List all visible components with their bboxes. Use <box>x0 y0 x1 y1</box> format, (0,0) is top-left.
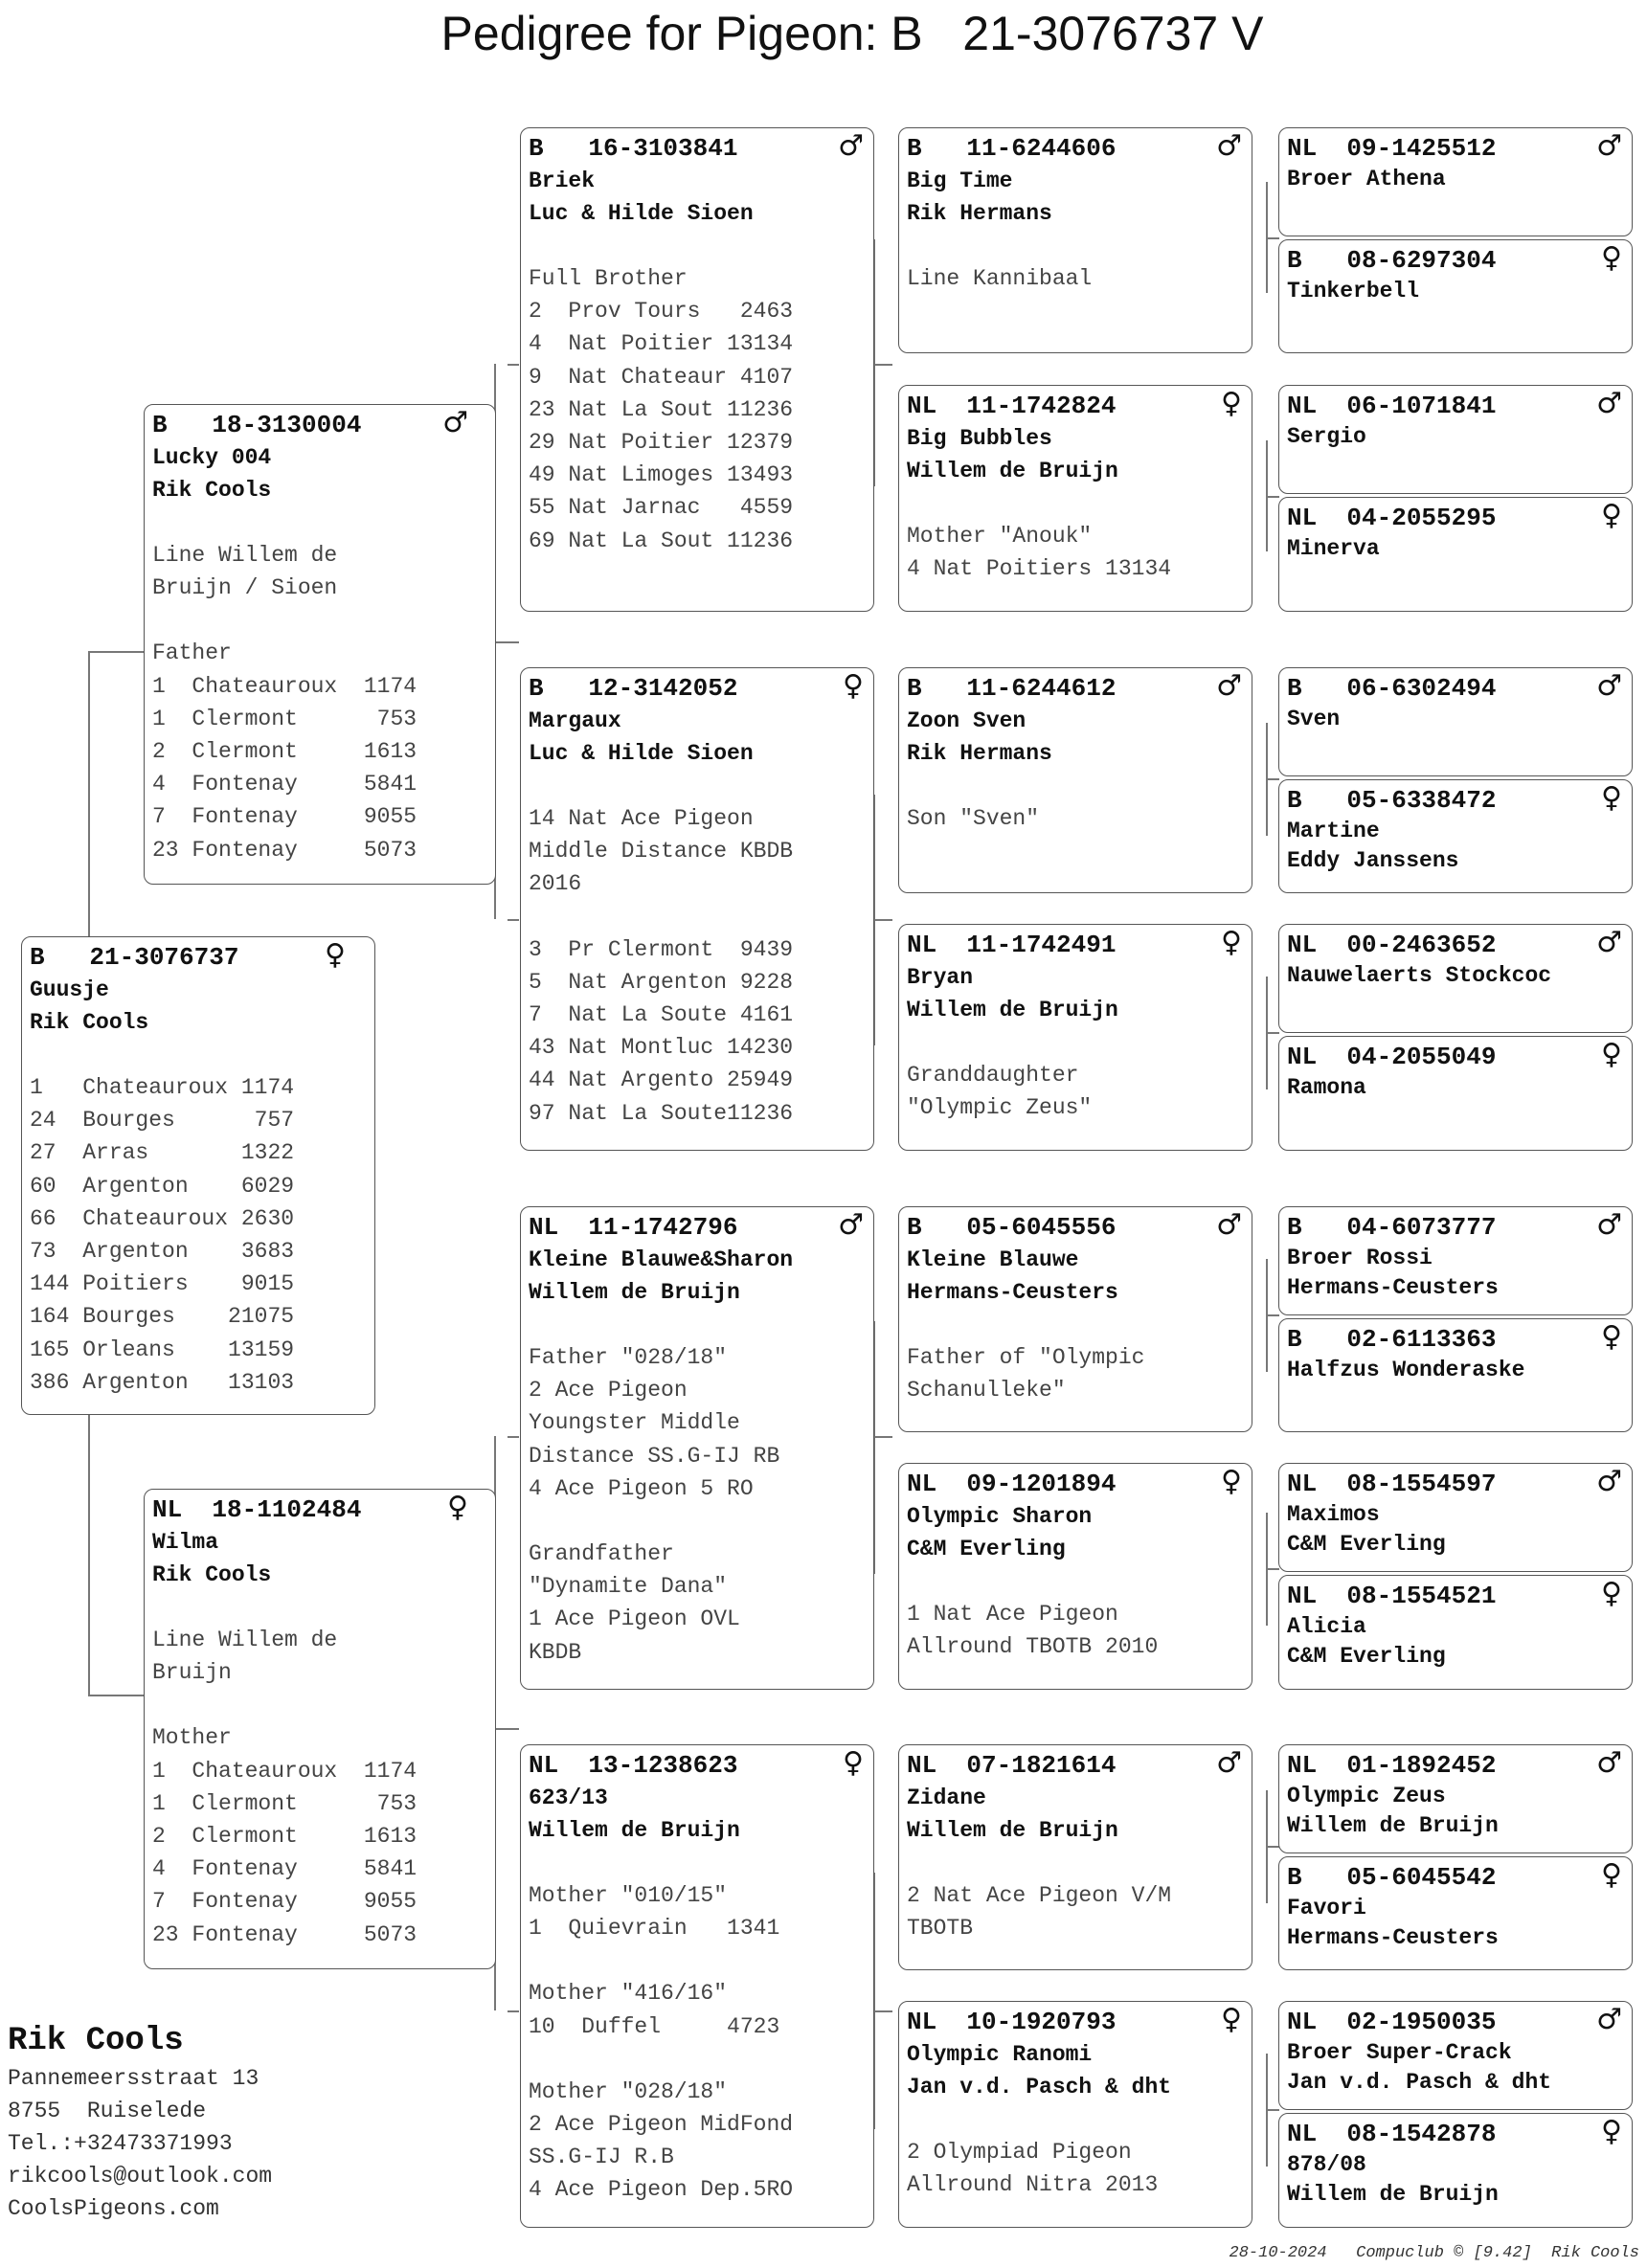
info-line: Mother "028/18" <box>529 2078 728 2104</box>
pigeon-name: Guusje <box>30 977 109 1002</box>
info-line: 2 Ace Pigeon <box>529 1378 688 1403</box>
female-icon: ♀ <box>1601 499 1622 532</box>
ring-number: B 02-6113363 <box>1287 1325 1497 1354</box>
pigeon-owner: Willem de Bruijn <box>1287 1813 1499 1838</box>
info-line: 10 Duffel 4723 <box>529 2013 780 2039</box>
ring-number: B 05-6045556 <box>907 1213 1117 1242</box>
male-icon: ♂ <box>1596 1208 1622 1242</box>
info-line: 49 Nat Limoges 13493 <box>529 462 794 488</box>
female-icon: ♀ <box>1601 2115 1622 2148</box>
pigeon-name: Halfzus Wonderaske <box>1287 1358 1525 1382</box>
female-icon: ♀ <box>1601 1577 1622 1610</box>
pigeon-owner: C&M Everling <box>1287 1532 1446 1557</box>
pigeon-name: Nauwelaerts Stockcoc <box>1287 963 1552 988</box>
result-line: 7 Fontenay 9055 <box>152 804 417 830</box>
info-line: 23 Nat La Sout 11236 <box>529 396 794 422</box>
pigeon-name: Olympic Zeus <box>1287 1784 1446 1808</box>
info-line: 4 Nat Poitier 13134 <box>529 331 794 357</box>
pigeon-name: Broer Rossi <box>1287 1246 1433 1270</box>
ring-number: NL 02-1950035 <box>1287 2008 1497 2036</box>
info-line: 69 Nat La Sout 11236 <box>529 528 794 553</box>
male-icon: ♂ <box>442 406 468 439</box>
result-line: 73 Argenton 3683 <box>30 1239 295 1265</box>
footer: 28-10-2024 Compuclub © [9.42] Rik Cools <box>1229 2244 1639 2262</box>
female-icon: ♀ <box>447 1491 468 1524</box>
breeder-email: rikcools@outlook.com <box>8 2164 273 2189</box>
pigeon-name: Sergio <box>1287 424 1366 449</box>
pigeon-owner: Rik Cools <box>30 1010 149 1035</box>
result-line: 1 Chateauroux 1174 <box>30 1075 295 1100</box>
pigeon-card-gen4 <box>1278 2001 1633 2110</box>
result-line: 386 Argenton 13103 <box>30 1369 295 1395</box>
male-icon: ♂ <box>1596 1746 1622 1780</box>
pigeon-card-gen4 <box>1278 497 1633 612</box>
male-icon: ♂ <box>1596 2003 1622 2036</box>
ring-number: NL 09-1201894 <box>907 1470 1117 1498</box>
info-line: 2 Olympiad Pigeon <box>907 2140 1132 2165</box>
pigeon-owner: Eddy Janssens <box>1287 848 1459 873</box>
female-icon: ♀ <box>1221 1465 1242 1498</box>
info-line: 44 Nat Argento 25949 <box>529 1067 794 1093</box>
pigeon-card-gen3 <box>898 924 1252 1151</box>
ring-number: NL 00-2463652 <box>1287 931 1497 959</box>
pigeon-card-gen3 <box>898 127 1252 353</box>
ring-number: NL 11-1742824 <box>907 392 1117 420</box>
female-icon: ♀ <box>1221 2003 1242 2036</box>
ring-number: NL 09-1425512 <box>1287 134 1497 163</box>
pigeon-card-fm <box>520 667 874 1151</box>
ring-number: B 21-3076737 <box>30 943 239 972</box>
male-icon: ♂ <box>1596 926 1622 959</box>
pigeon-name: Big Bubbles <box>907 426 1052 451</box>
ring-number: B 16-3103841 <box>529 134 738 163</box>
pigeon-owner: Willem de Bruijn <box>907 459 1118 483</box>
pigeon-card-gen4 <box>1278 1318 1633 1432</box>
info-line: Father of "Olympic <box>907 1345 1145 1370</box>
pigeon-name: Lucky 004 <box>152 445 272 470</box>
pigeon-card-mm <box>520 1744 874 2228</box>
pigeon-card-gen4 <box>1278 1036 1633 1151</box>
note-line: Bruijn / Sioen <box>152 575 338 601</box>
pigeon-card-gen3 <box>898 1463 1252 1690</box>
info-line: Mother "416/16" <box>529 1981 728 2007</box>
pigeon-card-father <box>144 404 496 885</box>
breeder-website: CoolsPigeons.com <box>8 2196 219 2221</box>
pigeon-owner: Willem de Bruijn <box>907 998 1118 1022</box>
pigeon-card-subject <box>21 936 375 1415</box>
result-line: 66 Chateauroux 2630 <box>30 1205 295 1231</box>
result-line: 2 Clermont 1613 <box>152 739 417 765</box>
note-line: Line Willem de <box>152 543 338 568</box>
pigeon-card-gen3 <box>898 1206 1252 1432</box>
result-line: 165 Orleans 13159 <box>30 1336 295 1362</box>
ring-number: NL 08-1554521 <box>1287 1582 1497 1610</box>
pigeon-name: Olympic Ranomi <box>907 2042 1093 2067</box>
info-line: 2 Nat Ace Pigeon V/M <box>907 1883 1172 1908</box>
pigeon-owner: Jan v.d. Pasch & dht <box>907 2075 1172 2100</box>
pigeon-name: Kleine Blauwe <box>907 1247 1079 1272</box>
info-line: 2 Prov Tours 2463 <box>529 299 794 325</box>
pigeon-owner: Rik Cools <box>152 1562 272 1587</box>
pigeon-card-gen4 <box>1278 385 1633 494</box>
info-line: "Olympic Zeus" <box>907 1095 1093 1121</box>
pigeon-card-gen4 <box>1278 127 1633 236</box>
ring-number: NL 04-2055295 <box>1287 504 1497 532</box>
ring-number: NL 06-1071841 <box>1287 392 1497 420</box>
result-line: 27 Arras 1322 <box>30 1140 295 1166</box>
pigeon-owner: Rik Hermans <box>907 201 1052 226</box>
pigeon-owner: Jan v.d. Pasch & dht <box>1287 2070 1552 2095</box>
result-line: 23 Fontenay 5073 <box>152 1921 417 1947</box>
male-icon: ♂ <box>1216 1208 1242 1242</box>
female-icon: ♀ <box>1221 926 1242 959</box>
pigeon-owner: Luc & Hilde Sioen <box>529 741 754 766</box>
ring-number: NL 13-1238623 <box>529 1751 738 1780</box>
info-line: Schanulleke" <box>907 1378 1066 1403</box>
ring-number: B 05-6338472 <box>1287 786 1497 815</box>
info-line: 1 Nat Ace Pigeon <box>907 1602 1118 1627</box>
ring-number: NL 07-1821614 <box>907 1751 1117 1780</box>
results-title: Mother <box>152 1725 232 1751</box>
breeder-name: Rik Cools <box>8 2023 184 2059</box>
info-line: Youngster Middle <box>529 1410 740 1436</box>
info-line: Allround TBOTB 2010 <box>907 1634 1159 1660</box>
info-line: Mother "Anouk" <box>907 524 1093 549</box>
pigeon-name: Tinkerbell <box>1287 279 1420 303</box>
info-line: 4 Ace Pigeon 5 RO <box>529 1475 754 1501</box>
info-line: 14 Nat Ace Pigeon <box>529 806 754 831</box>
male-icon: ♂ <box>1216 669 1242 703</box>
info-line: Distance SS.G-IJ RB <box>529 1443 780 1469</box>
male-icon: ♂ <box>838 129 864 163</box>
info-line: 1 Quievrain 1341 <box>529 1916 780 1942</box>
pigeon-owner: Rik Cools <box>152 478 272 503</box>
info-line: TBOTB <box>907 1916 974 1942</box>
pigeon-name: Wilma <box>152 1530 219 1555</box>
results-title: Father <box>152 640 232 666</box>
pigeon-card-gen4 <box>1278 2113 1633 2228</box>
pigeon-name: Big Time <box>907 168 1013 193</box>
result-line: 7 Fontenay 9055 <box>152 1889 417 1915</box>
page-title: Pedigree for Pigeon: B 21-3076737 V <box>440 7 1264 60</box>
female-icon: ♀ <box>843 1746 864 1780</box>
info-line: Son "Sven" <box>907 806 1040 831</box>
info-line: Grandfather <box>529 1541 674 1567</box>
result-line: 164 Bourges 21075 <box>30 1304 295 1330</box>
info-line: KBDB <box>529 1639 582 1665</box>
result-line: 1 Clermont 753 <box>152 706 417 731</box>
ring-number: B 11-6244606 <box>907 134 1117 163</box>
pigeon-name: Broer Super-Crack <box>1287 2040 1512 2065</box>
pigeon-owner: Hermans-Ceusters <box>1287 1275 1499 1300</box>
pigeon-name: 878/08 <box>1287 2152 1366 2177</box>
female-icon: ♀ <box>1601 1038 1622 1071</box>
pigeon-card-gen4 <box>1278 1463 1633 1572</box>
female-icon: ♀ <box>1601 1858 1622 1892</box>
pigeon-owner: C&M Everling <box>1287 1644 1446 1669</box>
info-line: 5 Nat Argenton 9228 <box>529 969 794 995</box>
pigeon-card-gen3 <box>898 1744 1252 1970</box>
pigeon-name: Minerva <box>1287 536 1380 561</box>
pigeon-card-mother <box>144 1489 496 1969</box>
pigeon-name: Margaux <box>529 708 621 733</box>
pigeon-card-gen3 <box>898 667 1252 893</box>
info-line: SS.G-IJ R.B <box>529 2144 674 2170</box>
result-line: 1 Clermont 753 <box>152 1790 417 1816</box>
ring-number: NL 11-1742491 <box>907 931 1117 959</box>
pigeon-name: Briek <box>529 168 596 193</box>
ring-number: NL 04-2055049 <box>1287 1043 1497 1071</box>
info-line: "Dynamite Dana" <box>529 1574 728 1600</box>
pigeon-owner: Willem de Bruijn <box>1287 2182 1499 2207</box>
breeder-info <box>8 2020 272 2225</box>
pigeon-name: Sven <box>1287 707 1341 731</box>
pigeon-card-gen4 <box>1278 1575 1633 1690</box>
ring-number: NL 18-1102484 <box>152 1495 362 1524</box>
ring-number: B 11-6244612 <box>907 674 1117 703</box>
ring-number: NL 08-1542878 <box>1287 2120 1497 2148</box>
female-icon: ♀ <box>1601 241 1622 275</box>
pigeon-name: Favori <box>1287 1896 1366 1920</box>
ring-number: NL 10-1920793 <box>907 2008 1117 2036</box>
male-icon: ♂ <box>1596 129 1622 163</box>
pigeon-name: Olympic Sharon <box>907 1504 1093 1529</box>
info-line: Father "028/18" <box>529 1345 728 1370</box>
pigeon-owner: Rik Hermans <box>907 741 1052 766</box>
pigeon-name: Martine <box>1287 819 1380 843</box>
info-line: 7 Nat La Soute 4161 <box>529 1002 794 1028</box>
ring-number: NL 11-1742796 <box>529 1213 738 1242</box>
pigeon-owner: Luc & Hilde Sioen <box>529 201 754 226</box>
male-icon: ♂ <box>1216 1746 1242 1780</box>
female-icon: ♀ <box>1601 1320 1622 1354</box>
ring-number: B 18-3130004 <box>152 411 362 439</box>
pigeon-card-gen3 <box>898 2001 1252 2228</box>
info-line: 43 Nat Montluc 14230 <box>529 1035 794 1061</box>
pigeon-owner: Hermans-Ceusters <box>907 1280 1118 1305</box>
pigeon-name: Kleine Blauwe&Sharon <box>529 1247 794 1272</box>
pigeon-card-gen4 <box>1278 924 1633 1033</box>
result-line: 1 Chateauroux 1174 <box>152 1758 417 1784</box>
info-line: 55 Nat Jarnac 4559 <box>529 495 794 521</box>
male-icon: ♂ <box>1596 1465 1622 1498</box>
result-line: 2 Clermont 1613 <box>152 1824 417 1850</box>
pigeon-name: Ramona <box>1287 1075 1366 1100</box>
result-line: 23 Fontenay 5073 <box>152 837 417 863</box>
male-icon: ♂ <box>838 1208 864 1242</box>
female-icon: ♀ <box>1221 387 1242 420</box>
breeder-phone: Tel.:+32473371993 <box>8 2131 233 2156</box>
male-icon: ♂ <box>1596 387 1622 420</box>
pigeon-owner: Willem de Bruijn <box>529 1280 740 1305</box>
pigeon-name: Zoon Sven <box>907 708 1027 733</box>
info-line: 2016 <box>529 871 582 897</box>
pigeon-card-ff <box>520 127 874 612</box>
female-icon: ♀ <box>843 669 864 703</box>
pigeon-card-gen4 <box>1278 667 1633 776</box>
info-line: 4 Ace Pigeon Dep.5RO <box>529 2177 794 2203</box>
info-line: Full Brother <box>529 266 688 291</box>
male-icon: ♂ <box>1216 129 1242 163</box>
pigeon-owner: C&M Everling <box>907 1537 1066 1561</box>
info-line: 97 Nat La Soute11236 <box>529 1100 794 1126</box>
info-line: 2 Ace Pigeon MidFond <box>529 2112 794 2138</box>
ring-number: B 05-6045542 <box>1287 1863 1497 1892</box>
pigeon-owner: Willem de Bruijn <box>907 1818 1118 1843</box>
note-line: Line Willem de <box>152 1628 338 1652</box>
pigeon-card-gen3 <box>898 385 1252 612</box>
pigeon-card-gen4 <box>1278 1206 1633 1315</box>
pigeon-name: 623/13 <box>529 1785 608 1810</box>
result-line: 24 Bourges 757 <box>30 1108 295 1134</box>
result-line: 4 Fontenay 5841 <box>152 1856 417 1882</box>
pigeon-name: Bryan <box>907 965 974 990</box>
pigeon-card-gen4 <box>1278 779 1633 893</box>
breeder-city: 8755 Ruiselede <box>8 2099 207 2123</box>
info-line: Allround Nitra 2013 <box>907 2172 1159 2198</box>
info-line: 29 Nat Poitier 12379 <box>529 430 794 456</box>
female-icon: ♀ <box>1601 781 1622 815</box>
ring-number: B 04-6073777 <box>1287 1213 1497 1242</box>
pigeon-owner: Willem de Bruijn <box>529 1818 740 1843</box>
female-icon: ♀ <box>325 938 346 972</box>
info-line: 4 Nat Poitiers 13134 <box>907 556 1172 582</box>
pigeon-card-gen4 <box>1278 1856 1633 1970</box>
info-line: Middle Distance KBDB <box>529 839 794 865</box>
ring-number: B 12-3142052 <box>529 674 738 703</box>
pigeon-name: Zidane <box>907 1785 986 1810</box>
result-line: 1 Chateauroux 1174 <box>152 673 417 699</box>
result-line: 60 Argenton 6029 <box>30 1173 295 1199</box>
ring-number: B 06-6302494 <box>1287 674 1497 703</box>
info-line: 3 Pr Clermont 9439 <box>529 936 794 962</box>
info-line: Granddaughter <box>907 1063 1079 1088</box>
info-line: 1 Ace Pigeon OVL <box>529 1606 740 1632</box>
ring-number: B 08-6297304 <box>1287 246 1497 275</box>
result-line: 144 Poitiers 9015 <box>30 1271 295 1297</box>
note-line: Bruijn <box>152 1660 232 1686</box>
pigeon-card-gen4 <box>1278 239 1633 353</box>
pigeon-name: Broer Athena <box>1287 167 1446 191</box>
pigeon-owner: Hermans-Ceusters <box>1287 1925 1499 1950</box>
info-line: Mother "010/15" <box>529 1883 728 1908</box>
ring-number: NL 01-1892452 <box>1287 1751 1497 1780</box>
pigeon-card-gen4 <box>1278 1744 1633 1853</box>
pigeon-name: Maximos <box>1287 1502 1380 1527</box>
pigeon-name: Alicia <box>1287 1614 1366 1639</box>
male-icon: ♂ <box>1596 669 1622 703</box>
info-line: Line Kannibaal <box>907 266 1093 291</box>
pigeon-card-mf <box>520 1206 874 1690</box>
result-line: 4 Fontenay 5841 <box>152 772 417 797</box>
breeder-address: Pannemeersstraat 13 <box>8 2066 259 2091</box>
ring-number: NL 08-1554597 <box>1287 1470 1497 1498</box>
info-line: 9 Nat Chateaur 4107 <box>529 364 794 390</box>
